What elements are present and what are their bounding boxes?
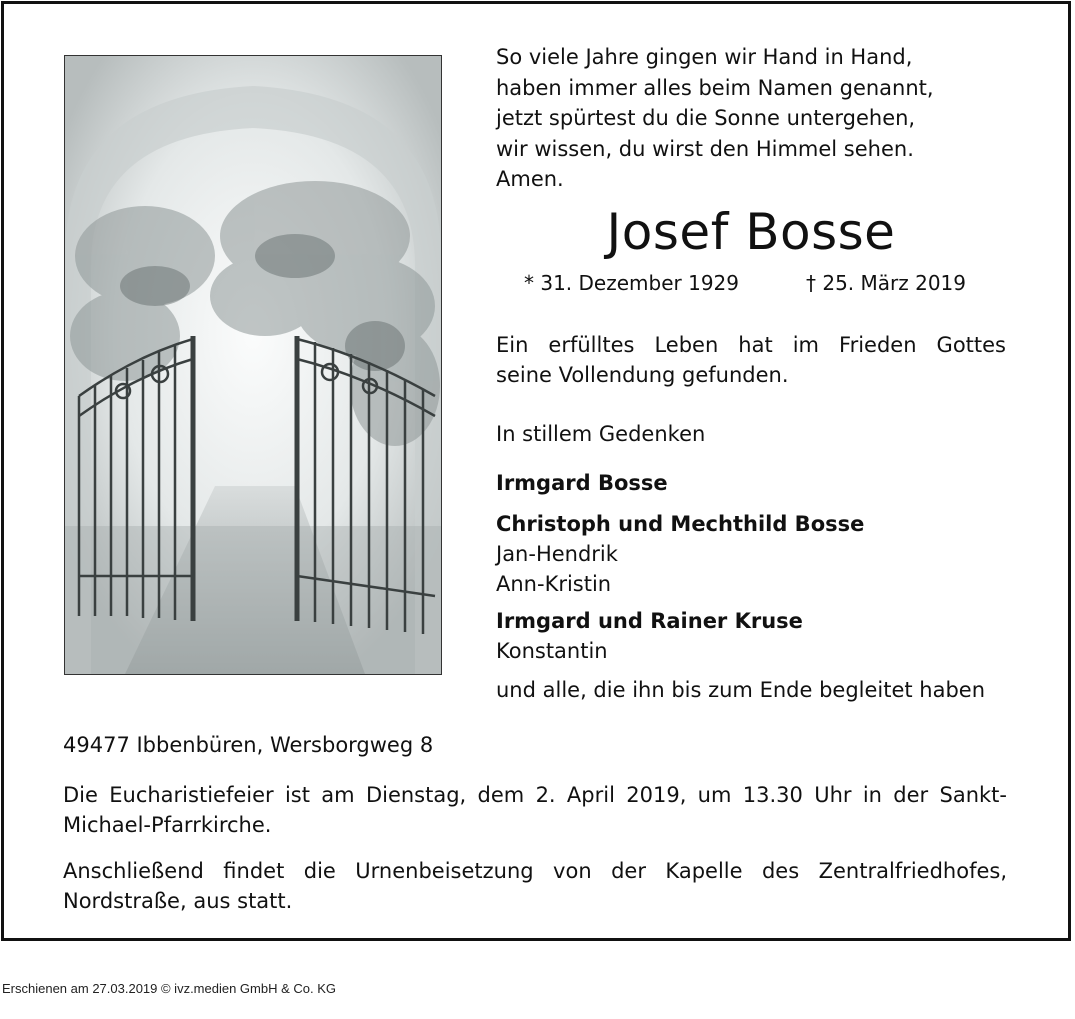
service-line: Die Eucharistiefeier ist am Dienstag, dem 2. April 2019, um 13.30 Uhr in der Sankt- — [63, 783, 1007, 807]
memorial-sentence-line: seine Vollendung gefunden. — [496, 363, 789, 387]
burial-line: Anschließend findet die Urnenbeisetzung von der Kapelle des Zentralfriedhofes, — [63, 859, 1007, 883]
mourner-name: Christoph und Mechthild Bosse — [496, 512, 865, 536]
poem-line: wir wissen, du wirst den Himmel sehen. — [496, 136, 914, 161]
burial-info — [63, 856, 1007, 916]
gedenken-line: In stillem Gedenken — [496, 422, 706, 446]
poem-line: Amen. — [496, 167, 564, 191]
poem — [496, 42, 934, 195]
memorial-sentence-line: Ein erfülltes Leben hat im Frieden Gottes — [496, 333, 1006, 357]
memorial-sentence — [496, 330, 1006, 390]
poem-line: So viele Jahre gingen wir Hand in Hand, — [496, 45, 913, 69]
deceased-name: Josef Bosse — [606, 203, 896, 261]
mourner-name: Irmgard Bosse — [496, 471, 668, 495]
mourner-child: Konstantin — [496, 639, 608, 663]
poem-line: jetzt spürtest du die Sonne untergehen, — [496, 106, 916, 130]
death-date: † 25. März 2019 — [806, 271, 967, 295]
poem-line: haben immer alles beim Namen genannt, — [496, 75, 934, 100]
mourner-child: Ann-Kristin — [496, 572, 612, 596]
service-info — [63, 780, 1007, 840]
address: 49477 Ibbenbüren, Wersborgweg 8 — [63, 733, 434, 757]
garden-gate-photo — [64, 55, 442, 675]
mourner-child: Jan-Hendrik — [496, 542, 618, 566]
birth-date: * 31. Dezember 1929 — [524, 271, 739, 295]
service-line: Michael-Pfarrkirche. — [63, 813, 272, 837]
mourner-name: Irmgard und Rainer Kruse — [496, 609, 803, 633]
publication-footer: Erschienen am 27.03.2019 © ivz.medien GmbH & Co. KG — [2, 981, 337, 996]
gate-illustration — [65, 56, 441, 674]
burial-line: Nordstraße, aus statt. — [63, 889, 293, 913]
closing-line: und alle, die ihn bis zum Ende begleitet haben — [496, 678, 986, 702]
